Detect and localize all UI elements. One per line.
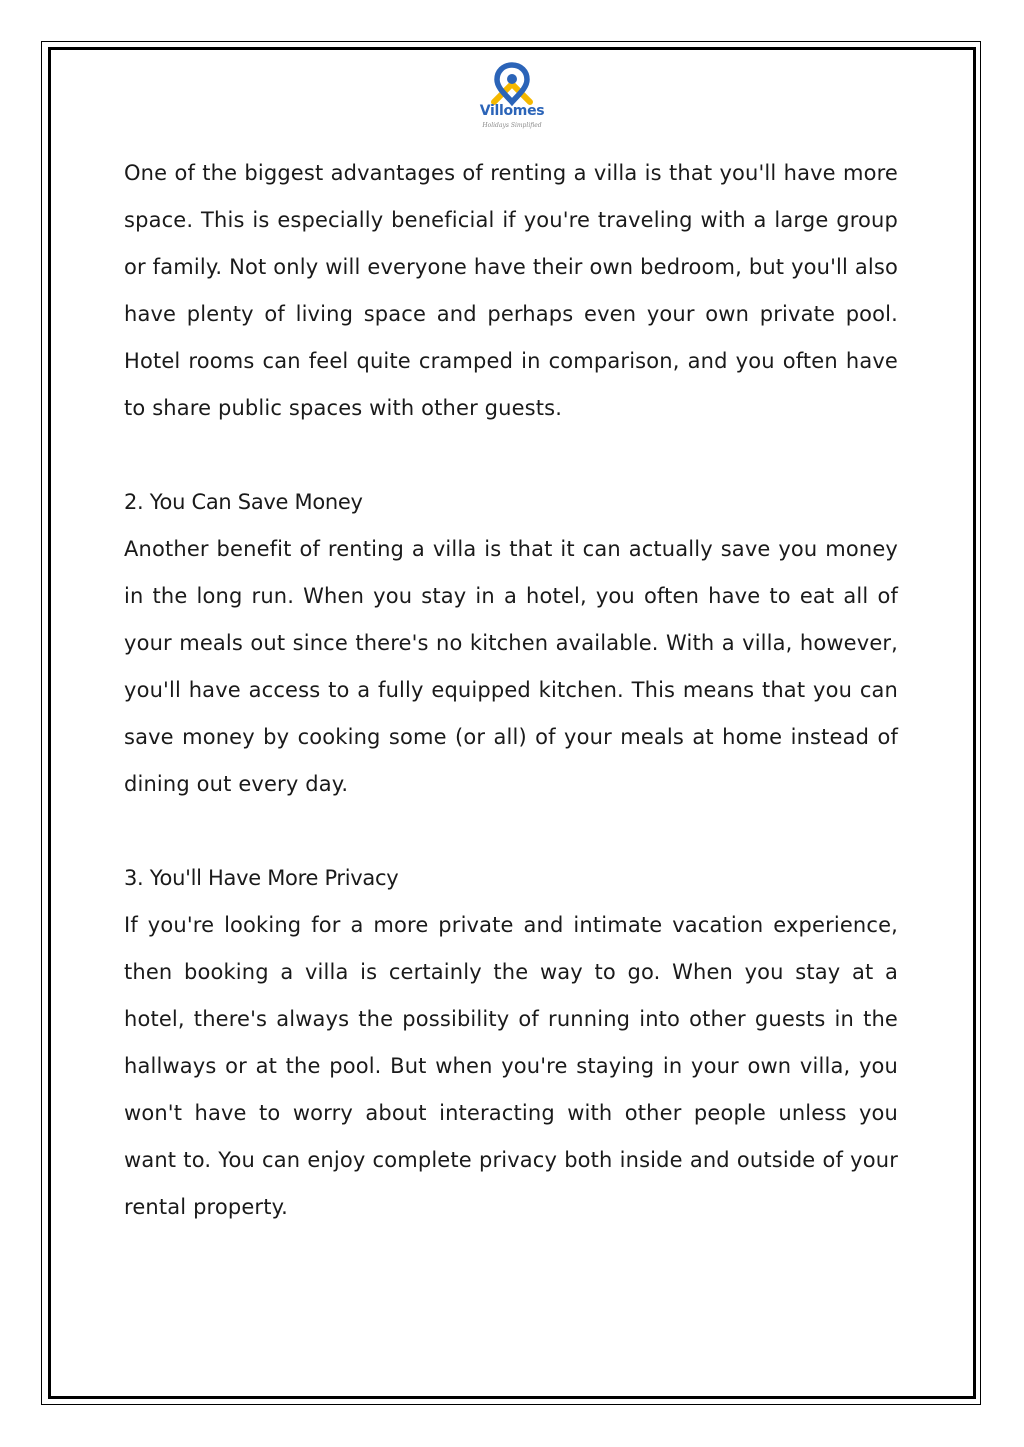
intro-paragraph: One of the biggest advantages of renting a villa is that you'll have more space. This is especially beneficial if you're traveling with a large group or family. Not only will everyone have their own bedroom, but you'll also have plenty of living space and perhaps even your own private pool. Hotel rooms can feel quite cramped in comparison, and you often have to share public spaces with other guests. <box>124 161 898 420</box>
document-body <box>124 150 898 1231</box>
location-pin-house-logo-icon <box>472 62 552 106</box>
brand-logo <box>472 62 552 134</box>
brand-name: Villomes <box>479 103 545 119</box>
section-heading-save-money: 2. You Can Save Money <box>124 490 363 514</box>
save-money-paragraph: Another benefit of renting a villa is that it can actually save you money in the long run. When you stay in a hotel, you often have to eat all of your meals out since there's no kitchen available. With a villa, however, you'll have access to a fully equipped kitchen. This means that you can save money by cooking some (or all) of your meals at home instead of dining out every day. <box>124 537 898 796</box>
privacy-paragraph: If you're looking for a more private and intimate vacation experience, then booking a villa is certainly the way to go. When you stay at a hotel, there's always the possibility of running into other guests in the hallways or at the pool. But when you're staying in your own villa, you won't have to worry about interacting with other people unless you want to. You can enjoy complete privacy both inside and outside of your rental property. <box>124 913 898 1219</box>
brand-tagline: Holidays Simplified <box>482 122 542 129</box>
section-heading-privacy: 3. You'll Have More Privacy <box>124 866 399 890</box>
